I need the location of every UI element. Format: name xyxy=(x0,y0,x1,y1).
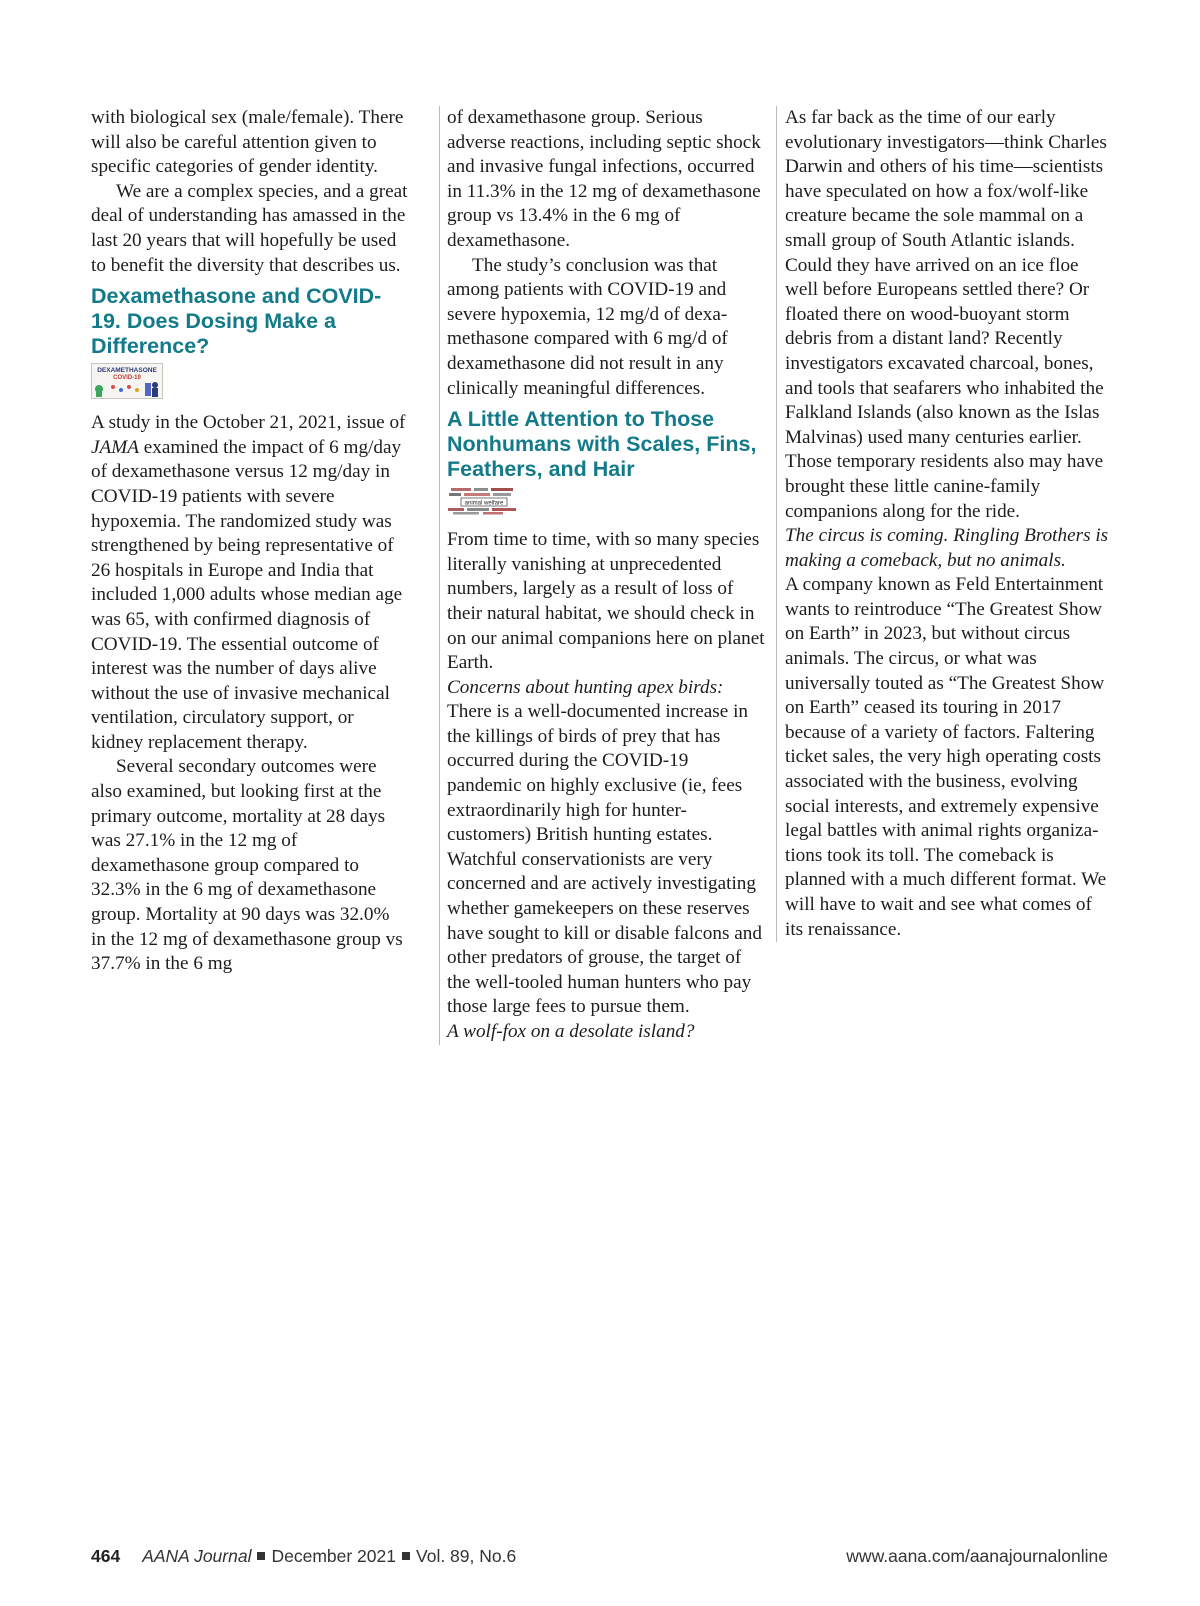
page-number: 464 xyxy=(91,1546,121,1566)
animal-welfare-wordcloud-image xyxy=(447,486,519,516)
image-caption-covid: COVID-19 xyxy=(113,375,141,382)
section-heading-animals: A Little Attention to Those Nonhumans with Scales, Fins, Feathers, and Hair xyxy=(447,407,757,482)
paragraph: A company known as Feld Entertainment wants to reintroduce “The Greatest Show on Earth” in 2023, but without circus animals. The circus, or what was universally touted as “The Greatest Show on Earth” ceased its touring in 2017 because of a variety of factors. Faltering ticket sales, the very high operating costs associated with the business, evolving social interests, and extremely expensive legal battles with animal rights organizations took its toll. The comeback is planned with a much different format. We will have to wait and see what comes of its renaissance. xyxy=(785,574,1107,940)
subheading-circus: The circus is coming. Ringling Brothers is making a comeback, but no animals. xyxy=(785,525,1109,571)
square-bullet-icon xyxy=(257,1552,265,1560)
image-caption-animal-welfare: animal welfare xyxy=(464,500,504,507)
paragraph: A study in the October 21, 2021, issue of JAMA examined the impact of 6 mg/day of dexamethasone versus 12 mg/day in COVID-19 patients with severe hypoxemia. The randomized study was strengthened by being representative of 26 hospitals in Europe and India that included 1,000 adults whose median age was 65, with confirmed diagnosis of COVID-19. The essential outcome of interest was the number of days alive without the use of invasive mechanical ventilation, circulatory support, or kidney replacement therapy. xyxy=(91,412,406,753)
issue-date: December 2021 xyxy=(271,1546,396,1566)
paragraph: Several secondary outcomes were also examined, but looking first at the primary outcome, mortality at 28 days was 27.1% in the 12 mg of dexamethasone group compared to 32.3% in the 6 mg of dexamethasone group. Mortality at 90 days was 32.0% in the 12 mg of dexamethasone group vs 37.7% in the 6 mg xyxy=(91,756,403,975)
column-1 xyxy=(91,106,409,977)
paragraph: of dexamethasone group. Serious adverse reactions, including septic shock and invasive fungal infections, occurred in 11.3% in the 12 mg of dexamethasone group vs 13.4% in the 6 mg of dexamethasone. xyxy=(447,107,761,251)
section-heading-dexamethasone: Dexamethasone and COVID-19. Does Dosing Make a Difference? xyxy=(91,284,382,359)
square-bullet-icon xyxy=(402,1552,410,1560)
paragraph: We are a complex species, and a great deal of understanding has amassed in the last 20 years that will hopefully be used to benefit the diversity that describes us. xyxy=(91,180,408,276)
paragraph: As far back as the time of our early evolutionary investigators—think Charles Darwin and others of his time—scientists have speculated on how a fox/wolf-like creature became the sole mammal on a small group of South Atlantic islands. Could they have arrived on an ice floe well before Europeans settled there? Or floated there on wood-buoyant storm debris from a distant land? Recently investigators excavated charcoal, bones, and tools that seafarers who inhabited the Falkland Islands (also known as the Islas Malvinas) used many centuries earlier. Those temporary residents also may have brought these little canine-family companions along for the ride. xyxy=(785,107,1107,522)
dexamethasone-thumbnail-image xyxy=(91,363,163,399)
column-3 xyxy=(776,106,1109,942)
footer-url: www.aana.com/aanajournalonline xyxy=(846,1546,1108,1566)
paragraph: There is a well-documented increase in the killings of birds of prey that has occurred during the COVID-19 pandemic on highly exclusive (ie, fees extraordinarily high for hunter-customers) British hunting estates. Watchful conservationists are very concerned and are actively investigating whether gamekeepers on these reserves have sought to kill or disable falcons and other predators of grouse, the target of the well-tooled human hunters who pay those large fees to pursue them. xyxy=(447,701,762,1018)
footer-citation xyxy=(91,1546,516,1567)
subheading-wolf-fox: A wolf-fox on a desolate island? xyxy=(447,1021,695,1042)
image-caption-dexamethasone: DEXAMETHASONE xyxy=(97,367,157,375)
journal-name: JAMA xyxy=(91,436,139,458)
journal-title: AANA Journal xyxy=(142,1546,252,1566)
paragraph: From time to time, with so many species literally vanishing at unprecedented numbers, largely as a result of loss of their natural habitat, we should check in on our animal companions here on planet Earth. xyxy=(447,529,765,674)
paragraph: with biological sex (male/female). There will also be careful attention given to specific categories of gender identity. xyxy=(91,107,404,178)
volume-number: Vol. 89, No.6 xyxy=(416,1546,517,1566)
page-footer xyxy=(91,1546,1108,1570)
column-2 xyxy=(439,106,765,1045)
paragraph: The study’s conclusion was that among patients with COVID-19 and severe hypoxemia, 12 mg/d of dexamethasone compared with 6 mg/d of dexamethasone did not result in any clinically meaningful differences. xyxy=(447,254,728,399)
subheading-apex-birds: Concerns about hunting apex birds: xyxy=(447,676,724,698)
